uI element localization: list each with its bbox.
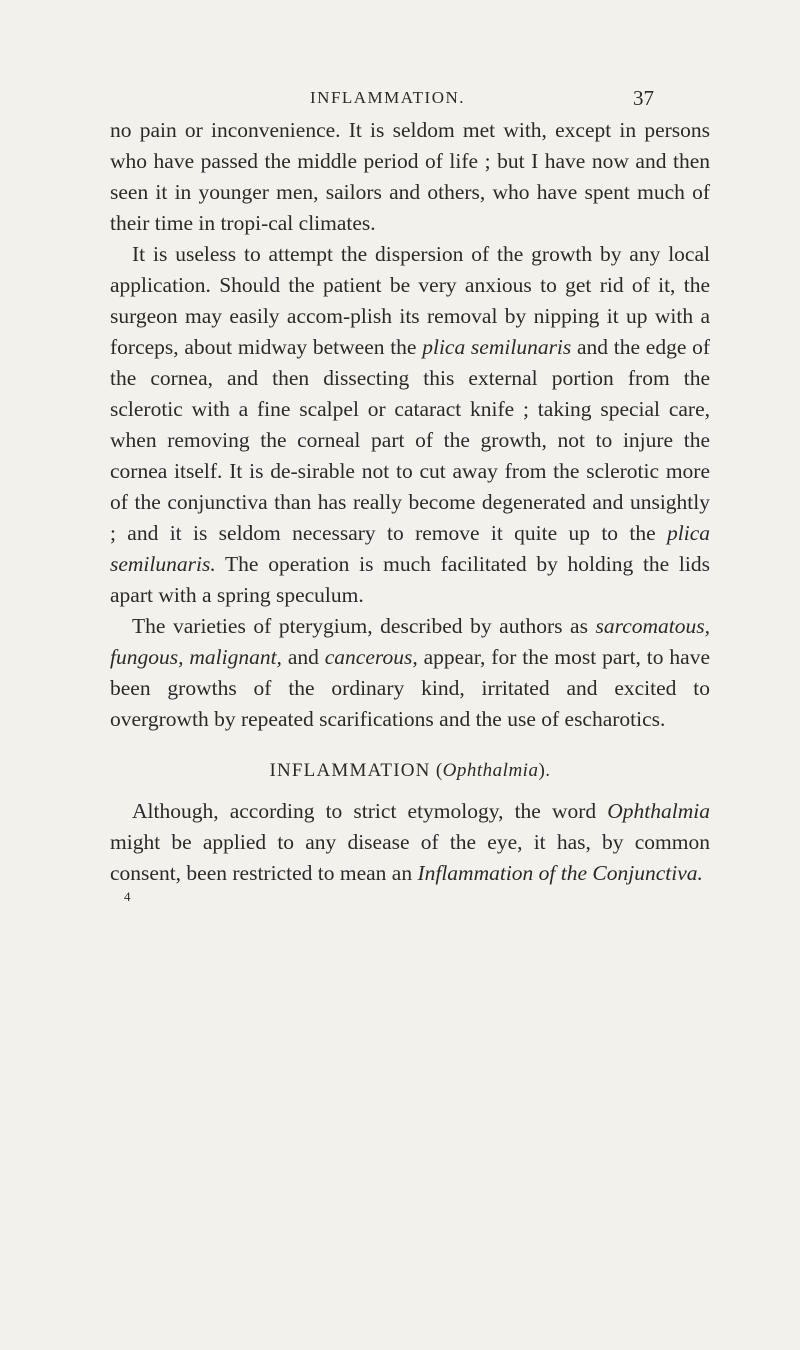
paragraph-1-text: no pain or inconvenience. It is seldom met with, except in persons who have passed the middle period of life ; but I have now and then seen it in younger men, sailors and others, who have spent much of their time in tropi-cal climates. [110,118,710,235]
section-heading-caps: INFLAMMATION [269,760,431,781]
paragraph-2 [110,239,710,611]
paragraph-4-text-a: Although, according to strict etymology, the word [132,799,608,823]
paragraph-2-text-c: The operation is much facilitated by holding the lids apart with a spring speculum. [110,552,710,607]
page-number: 37 [633,86,654,110]
paragraph-1 [110,115,710,239]
paragraph-2-term-plica-a: plica semilunaris [422,335,572,359]
paragraph-3-term-cancerous: cancerous, [324,645,418,669]
body-text [110,115,710,905]
running-head [0,88,800,112]
section-heading-open: ( [430,760,443,781]
paragraph-4 [110,796,710,889]
paragraph-3-text-c: appear, for the most part, to have been growths of the ordinary kind, irritated and excited to overgrowth by repeated scarifications and the use of escharotics. [110,645,711,731]
section-heading-close: ). [538,760,551,781]
paragraph-2-term-plica-b: plica semilunaris. [110,521,710,576]
paragraph-3-text-a: The varieties of pterygium, described by authors as [132,614,596,638]
paragraph-4-text-b: might be applied to any disease of the eye, it has, by common consent, been restricted to mean an [110,830,710,885]
paragraph-4-term-ophthalmia: Ophthalmia [607,799,710,823]
paragraph-4-term-inflammation: Inflammation of the Conjunctiva. [417,861,703,885]
paragraph-3-term-varieties: sarcomatous, fungous, malignant, [110,614,710,669]
section-heading-italic: Ophthalmia [442,760,539,781]
paragraph-3-text-b: and [281,645,325,669]
paragraph-2-text-b: and the edge of the cornea, and then dissecting this external portion from the sclerotic with a fine scalpel or cataract knife ; taking special care, when removing the corneal part of the growth, not to injure the cornea itself. It is de-sirable not to cut away from the sclerotic more of the conjunctiva than has really become degenerated and unsightly ; and it is seldom necessary to remove it quite up to the [110,335,710,545]
paragraph-3 [110,611,710,735]
paragraph-2-text-a: It is useless to attempt the dispersion of the growth by any local application. Should the patient be very anxious to get rid of it, the surgeon may easily accom-plish its removal by nipping it up with a forceps, about midway between the [110,242,710,359]
running-title: INFLAMMATION. [310,88,466,107]
signature-mark: 4 [124,889,131,904]
section-heading [110,755,710,786]
